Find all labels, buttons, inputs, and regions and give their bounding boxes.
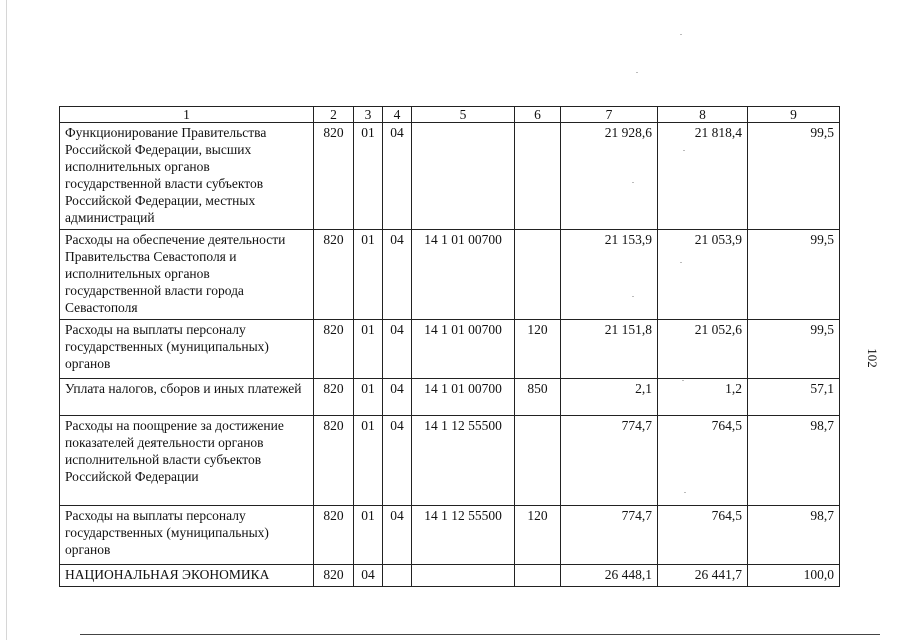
target-article-code [412,123,515,230]
target-article-code [412,565,515,587]
planned-amount: 21 928,6 [561,123,658,230]
execution-percent: 98,7 [748,506,840,565]
ministry-code: 820 [314,565,354,587]
planned-amount: 774,7 [561,416,658,506]
planned-amount: 2,1 [561,379,658,416]
expense-name: Расходы на выплаты персоналу государственных (муниципальных) органов [60,320,314,379]
target-article-code: 14 1 01 00700 [412,320,515,379]
execution-percent: 57,1 [748,379,840,416]
planned-amount: 21 151,8 [561,320,658,379]
expense-type-code [515,123,561,230]
section-code: 01 [354,123,383,230]
execution-percent: 98,7 [748,416,840,506]
section-code: 01 [354,416,383,506]
ministry-code: 820 [314,416,354,506]
planned-amount: 774,7 [561,506,658,565]
ministry-code: 820 [314,230,354,320]
target-article-code: 14 1 12 55500 [412,506,515,565]
subsection-code: 04 [383,123,412,230]
page-number: 102 [864,348,880,368]
target-article-code: 14 1 01 00700 [412,379,515,416]
subsection-code [383,565,412,587]
expense-name: НАЦИОНАЛЬНАЯ ЭКОНОМИКА [60,565,314,587]
header-cell: 6 [515,107,561,123]
expense-name: Функционирование Правительства Российской Федерации, высших исполнительных органов государственной власти субъектов Российской Федерации, местных администраций [60,123,314,230]
execution-percent: 99,5 [748,123,840,230]
actual-amount: 764,5 [658,416,748,506]
section-code: 01 [354,379,383,416]
section-code: 04 [354,565,383,587]
expense-type-code: 120 [515,506,561,565]
actual-amount: 21 053,9 [658,230,748,320]
execution-percent: 99,5 [748,230,840,320]
section-code: 01 [354,230,383,320]
actual-amount: 1,2 [658,379,748,416]
header-cell: 7 [561,107,658,123]
subsection-code: 04 [383,379,412,416]
expense-name: Уплата налогов, сборов и иных платежей [60,379,314,416]
expense-type-code [515,416,561,506]
table-row [60,565,840,587]
table-row [60,230,840,320]
header-cell: 4 [383,107,412,123]
table-header-row [60,107,840,123]
ministry-code: 820 [314,320,354,379]
subsection-code: 04 [383,320,412,379]
header-cell: 9 [748,107,840,123]
header-cell: 2 [314,107,354,123]
expense-type-code [515,565,561,587]
actual-amount: 26 441,7 [658,565,748,587]
expense-name: Расходы на выплаты персоналу государственных (муниципальных) органов [60,506,314,565]
table-row [60,320,840,379]
expense-type-code [515,230,561,320]
section-code: 01 [354,506,383,565]
scan-edge-bottom [80,634,880,635]
actual-amount: 21 052,6 [658,320,748,379]
budget-table [59,106,840,587]
expense-name: Расходы на поощрение за достижение показателей деятельности органов исполнительной власти субъектов Российской Федерации [60,416,314,506]
subsection-code: 04 [383,416,412,506]
section-code: 01 [354,320,383,379]
scan-edge-left [6,0,7,640]
table-row [60,506,840,565]
header-cell: 3 [354,107,383,123]
ministry-code: 820 [314,379,354,416]
expense-name: Расходы на обеспечение деятельности Правительства Севастополя и исполнительных органов государственной власти города Севастополя [60,230,314,320]
execution-percent: 100,0 [748,565,840,587]
header-cell: 8 [658,107,748,123]
scan-speck [636,72,638,73]
subsection-code: 04 [383,506,412,565]
planned-amount: 21 153,9 [561,230,658,320]
actual-amount: 764,5 [658,506,748,565]
table-row [60,123,840,230]
target-article-code: 14 1 01 00700 [412,230,515,320]
ministry-code: 820 [314,123,354,230]
table-row [60,416,840,506]
planned-amount: 26 448,1 [561,565,658,587]
actual-amount: 21 818,4 [658,123,748,230]
expense-type-code: 850 [515,379,561,416]
scan-speck [680,34,682,35]
header-cell: 5 [412,107,515,123]
target-article-code: 14 1 12 55500 [412,416,515,506]
subsection-code: 04 [383,230,412,320]
expense-type-code: 120 [515,320,561,379]
table-row [60,379,840,416]
execution-percent: 99,5 [748,320,840,379]
ministry-code: 820 [314,506,354,565]
header-cell: 1 [60,107,314,123]
